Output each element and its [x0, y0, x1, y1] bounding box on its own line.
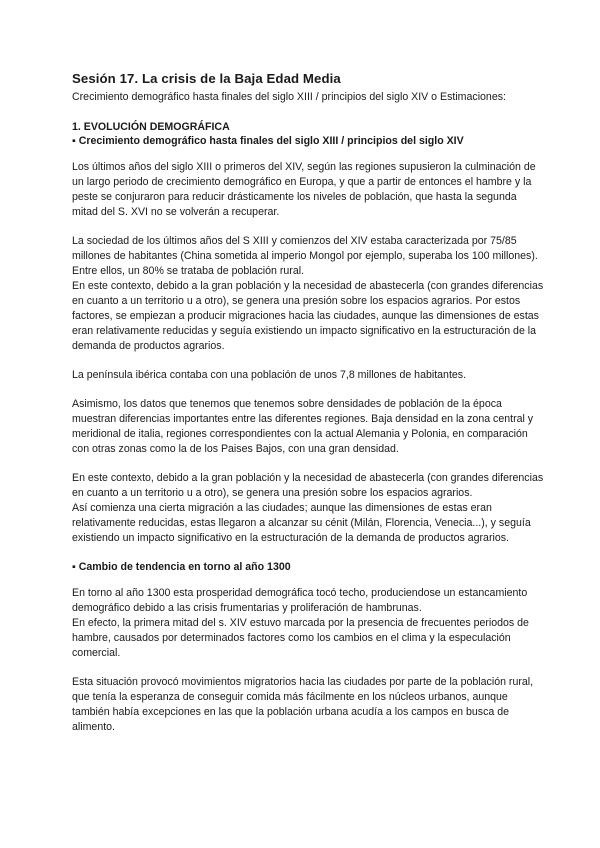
section-heading-evolucion: 1. EVOLUCIÓN DEMOGRÁFICA: [72, 121, 230, 133]
subsection-heading-crecimiento: ▪ Crecimiento demográfico hasta finales del siglo XIII / principios del siglo XIV: [72, 135, 464, 147]
paragraph: En este contexto, debido a la gran población y la necesidad de abastecerla (con grandes diferencias en cuanto a un territorio u a otro), se genera una presión sobre los espacios agrarios. Por estos factores, se empiezan a producir migraciones hacia las ciudades, aunque las dimensiones de estas eran relativamente reducidas y seguía existiendo un impacto significativo en la estructuración de la demanda de productos agrarios.: [72, 280, 544, 352]
document-title: Sesión 17. La crisis de la Baja Edad Media: [72, 71, 341, 86]
subsection-heading-cambio: ▪ Cambio de tendencia en torno al año 1300: [72, 561, 291, 573]
paragraph: La sociedad de los últimos años del S XIII y comienzos del XIV estaba caracterizada por 75/85 millones de habitantes (China sometida al imperio Mongol por ejemplo, superaba los 100 millones). Entre ellos, un 80% se trataba de población rural.: [72, 235, 538, 277]
paragraph: En efecto, la primera mitad del s. XIV estuvo marcada por la presencia de frecuentes periodos de hambre, causados por determinados factores como los cambios en el clima y la especulación comercial.: [72, 617, 529, 659]
paragraph: En torno al año 1300 esta prosperidad demográfica tocó techo, produciendose un estancamiento demográfico debido a las crisis frumentarias y proliferación de hambrunas.: [72, 587, 528, 614]
paragraph: La península ibérica contaba con una población de unos 7,8 millones de habitantes.: [72, 369, 467, 381]
paragraph: Esta situación provocó movimientos migratorios hacia las ciudades por parte de la población rural, que tenía la esperanza de conseguir comida más fácilmente en los núcleos urbanos, aunque también había excepciones en las que la población urbana acudía a los campos en busca de alimento.: [72, 676, 534, 733]
document-body: [72, 70, 544, 749]
paragraph: En este contexto, debido a la gran población y la necesidad de abastecerla (con grandes diferencias en cuanto a un territorio u a otro), se genera una presión sobre los espacios agrarios.: [72, 472, 544, 499]
paragraph: Asimismo, los datos que tenemos que tenemos sobre densidades de población de la época muestran diferencias importantes entre las diferentes regiones. Baja densidad en la zona central y meridional de italia, regiones correspondientes con la actual Alemania y Polonia, en comparación con otras zonas como la de los Paises Bajos, con una gran densidad.: [72, 398, 534, 455]
paragraph: Los últimos años del siglo XIII o primeros del XIV, según las regiones supusieron la culminación de un largo periodo de crecimiento demográfico en Europa, y que a partir de entonces el hambre y la peste se conjuraron para reducir drásticamente los niveles de población, que hasta la segunda mitad del S. XVI no se volverán a recuperar.: [72, 161, 536, 218]
paragraph: Así comienza una cierta migración a las ciudades; aunque las dimensiones de estas eran relativamente reducidas, estas llegaron a alcanzar su cénit (Milán, Florencia, Venecia...), y seguía existiendo un impacto significativo en la estructuración de la demanda de productos agrarios.: [72, 502, 531, 544]
document-subtitle: Crecimiento demográfico hasta finales del siglo XIII / principios del siglo XIV o Estimaciones:: [72, 91, 506, 103]
